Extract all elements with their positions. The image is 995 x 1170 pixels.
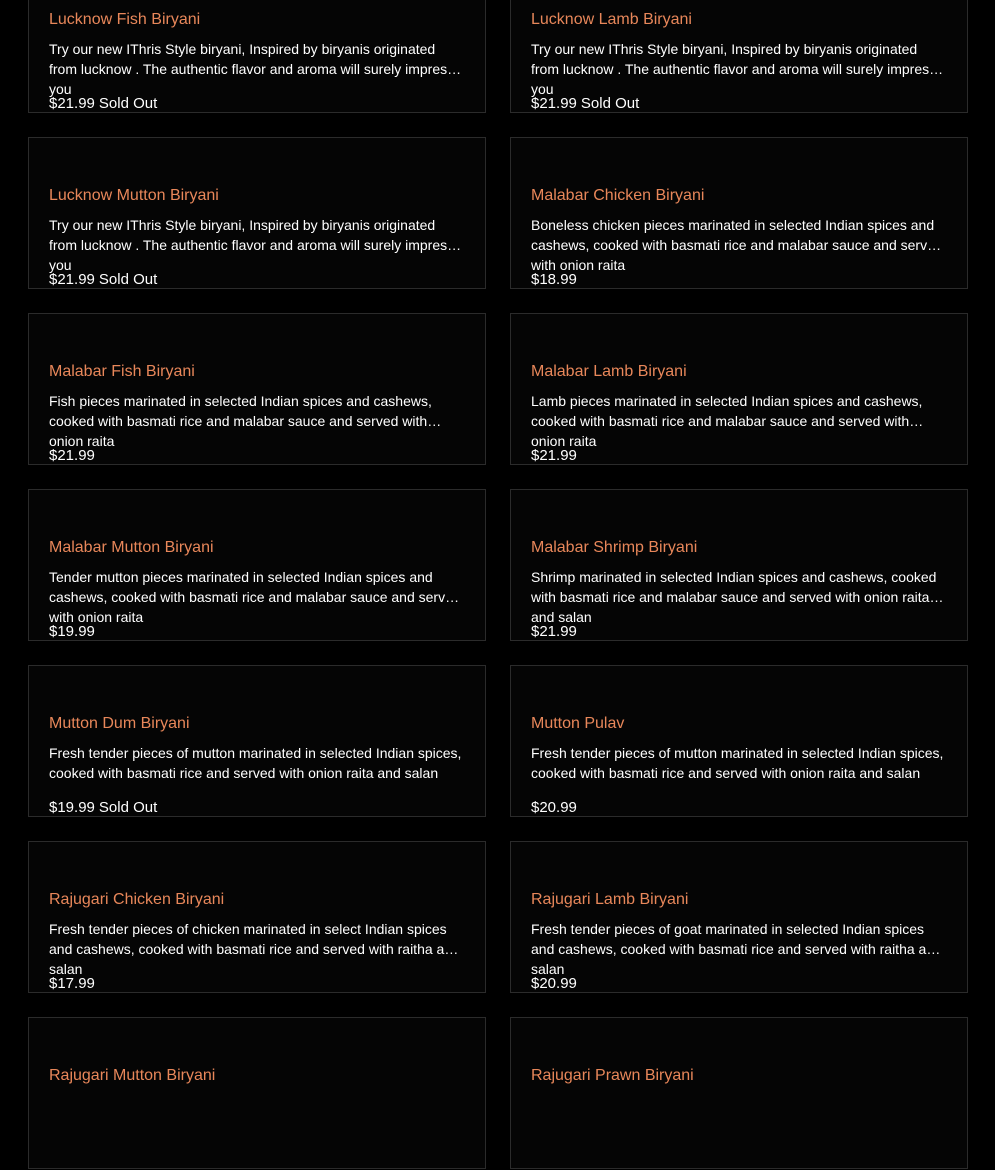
menu-item-price: $17.99	[49, 975, 95, 992]
menu-item-grid	[28, 0, 968, 1169]
menu-item-price: $21.99	[49, 447, 95, 464]
sold-out-label: Sold Out	[98, 95, 158, 112]
menu-item-price: $18.99	[531, 271, 577, 288]
menu-item-price: $21.99	[49, 271, 95, 288]
menu-item-price: $20.99	[531, 975, 577, 992]
sold-out-label: Sold Out	[98, 799, 158, 816]
menu-item-card[interactable]	[28, 489, 486, 641]
menu-item-name: Rajugari Prawn Biryani	[531, 1067, 694, 1084]
menu-item-name: Malabar Mutton Biryani	[49, 539, 214, 556]
menu-item-card[interactable]	[28, 137, 486, 289]
menu-item-footer	[531, 1150, 535, 1170]
menu-item-footer	[49, 94, 157, 114]
menu-item-footer	[49, 270, 157, 290]
menu-item-card[interactable]	[28, 665, 486, 817]
sold-out-label: Sold Out	[98, 271, 158, 288]
menu-item-card[interactable]	[510, 1017, 968, 1169]
menu-item-price: $21.99	[531, 623, 577, 640]
menu-item-name: Malabar Shrimp Biryani	[531, 539, 698, 556]
menu-item-price: $20.99	[531, 799, 577, 816]
menu-item-price: $19.99	[49, 623, 95, 640]
sold-out-label: Sold Out	[580, 95, 640, 112]
menu-item-footer	[531, 622, 581, 642]
menu-item-name: Lucknow Mutton Biryani	[49, 187, 219, 204]
menu-item-card[interactable]	[510, 841, 968, 993]
menu-item-card[interactable]	[510, 137, 968, 289]
menu-item-name: Lucknow Fish Biryani	[49, 11, 201, 28]
menu-item-footer	[531, 94, 639, 114]
menu-item-name: Mutton Pulav	[531, 715, 625, 732]
menu-item-description: Fresh tender pieces of goat marinated in selected Indian spices and cashews, cooked with basmati rice and served with raitha and salan	[531, 921, 942, 977]
menu-item-card[interactable]	[510, 665, 968, 817]
menu-item-description: Fresh tender pieces of chicken marinated in select Indian spices and cashews, cooked with basmati rice and served with raitha and salan	[49, 921, 460, 977]
menu-item-card[interactable]	[28, 313, 486, 465]
menu-item-description: Try our new IThris Style biryani, Inspired by biryanis originated from lucknow . The authentic flavor and aroma will surely impress you	[49, 217, 455, 273]
menu-item-card[interactable]	[510, 489, 968, 641]
menu-item-card[interactable]	[28, 0, 486, 113]
menu-item-footer	[531, 798, 581, 818]
menu-item-name: Malabar Fish Biryani	[49, 363, 195, 380]
menu-item-price: $19.99	[49, 799, 95, 816]
menu-item-description: Try our new IThris Style biryani, Inspired by biryanis originated from lucknow . The authentic flavor and aroma will surely impress you	[49, 41, 455, 97]
menu-item-description: Lamb pieces marinated in selected Indian spices and cashews, cooked with basmati rice and malabar sauce and served with onion raita	[531, 393, 923, 449]
menu-item-card[interactable]	[28, 1017, 486, 1169]
menu-item-name: Lucknow Lamb Biryani	[531, 11, 692, 28]
menu-item-footer	[49, 446, 99, 466]
menu-item-name: Mutton Dum Biryani	[49, 715, 190, 732]
menu-item-price: $21.99	[531, 447, 577, 464]
menu-item-footer	[49, 798, 157, 818]
menu-item-footer	[531, 270, 581, 290]
menu-item-price: $21.99	[49, 95, 95, 112]
menu-item-name: Rajugari Lamb Biryani	[531, 891, 689, 908]
menu-item-name: Malabar Lamb Biryani	[531, 363, 687, 380]
menu-item-card[interactable]	[510, 0, 968, 113]
menu-item-price: $21.99	[531, 95, 577, 112]
menu-item-description: Fresh tender pieces of mutton marinated in selected Indian spices, cooked with basmati rice and served with onion raita and salan	[49, 745, 462, 781]
menu-item-name: Rajugari Chicken Biryani	[49, 891, 225, 908]
menu-item-name: Malabar Chicken Biryani	[531, 187, 705, 204]
menu-item-description: Try our new IThris Style biryani, Inspired by biryanis originated from lucknow . The authentic flavor and aroma will surely impress you	[531, 41, 937, 97]
menu-item-description: Tender mutton pieces marinated in selected Indian spices and cashews, cooked with basmati rice and malabar sauce and served with onion raita	[49, 569, 461, 625]
menu-item-description: Fresh tender pieces of mutton marinated in selected Indian spices, cooked with basmati rice and served with onion raita and salan	[531, 745, 944, 781]
menu-item-description: Shrimp marinated in selected Indian spices and cashews, cooked with basmati rice and malabar sauce and served with onion raita and salan	[531, 569, 937, 625]
menu-item-card[interactable]	[510, 313, 968, 465]
menu-item-description: Boneless chicken pieces marinated in selected Indian spices and cashews, cooked with basmati rice and malabar sauce and served with onion raita	[531, 217, 943, 273]
menu-item-footer	[49, 1150, 53, 1170]
menu-item-footer	[531, 446, 581, 466]
menu-item-description	[49, 1095, 465, 1135]
menu-item-description: Fish pieces marinated in selected Indian spices and cashews, cooked with basmati rice and malabar sauce and served with onion raita	[49, 393, 432, 449]
menu-item-footer	[49, 622, 99, 642]
menu-item-name: Rajugari Mutton Biryani	[49, 1067, 216, 1084]
menu-item-description	[531, 1095, 947, 1135]
menu-item-footer	[531, 974, 581, 994]
menu-item-card[interactable]	[28, 841, 486, 993]
menu-item-footer	[49, 974, 99, 994]
